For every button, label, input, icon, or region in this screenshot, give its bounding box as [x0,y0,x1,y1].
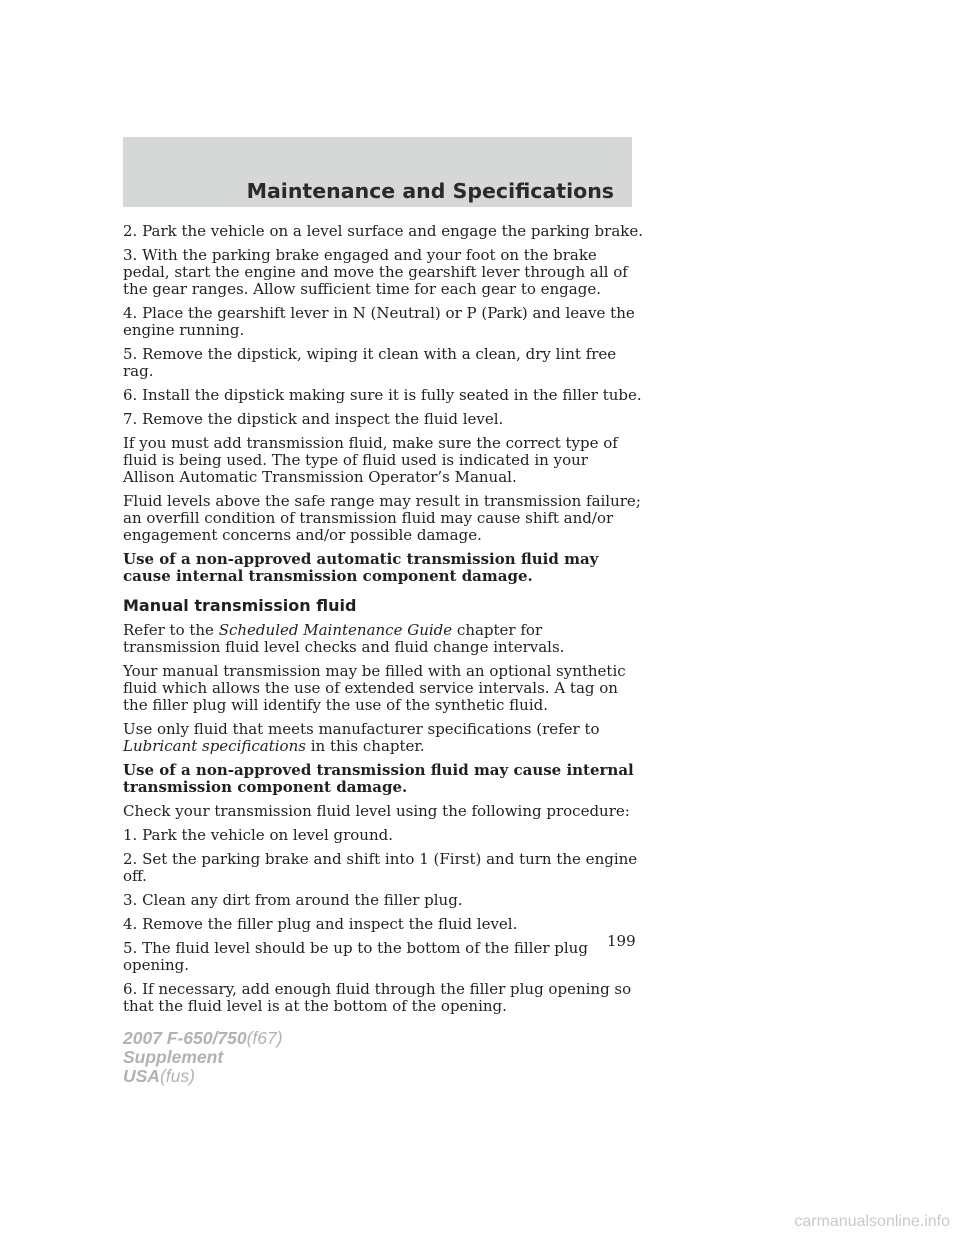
warning-paragraph: Use of a non-approved automatic transmission fluid may cause internal transmission component damage. [123,550,599,585]
model-name: 2007 F-650/750 [123,1028,247,1048]
text-span: in this chapter. [310,737,425,755]
body-paragraph: Check your transmission fluid level using the following procedure: [123,802,630,820]
market-name: USA [123,1066,160,1086]
step-paragraph: 2. Set the parking brake and shift into 1 (First) and turn the engine off. [123,850,638,885]
section-heading: Manual transmission fluid [123,596,357,615]
step-paragraph: 5. The fluid level should be up to the bottom of the filler plug opening. [123,939,588,974]
page-body [123,223,643,1022]
body-paragraph [123,622,643,656]
body-paragraph [123,721,643,755]
model-code: (f67) [246,1028,283,1048]
step-paragraph: 3. Clean any dirt from around the filler plug. [123,891,463,909]
step-paragraph: 4. Place the gearshift lever in N (Neutral) or P (Park) and leave the engine running. [123,304,635,339]
body-paragraph: If you must add transmission fluid, make sure the correct type of fluid is being used. The type of fluid used is indicated in your Allison Automatic Transmission Operator’s Manual. [123,434,618,486]
footer-line: Supplement [123,1047,224,1067]
footer-line [123,1029,283,1048]
footer-line [123,1067,283,1086]
text-span: Use only fluid that meets manufacturer specifications (refer to [123,720,600,738]
step-paragraph: 1. Park the vehicle on level ground. [123,826,393,844]
body-paragraph: Fluid levels above the safe range may result in transmission failure; an overfill condition of transmission fluid may cause shift and/or engagement concerns and/or possible damage. [123,492,641,544]
warning-paragraph: Use of a non-approved transmission fluid may cause internal transmission component damage. [123,761,634,796]
text-span: chapter for transmission fluid level checks and fluid change intervals. [123,621,565,656]
market-code: (fus) [159,1066,195,1086]
section-title: Maintenance and Specifications [246,179,614,203]
step-paragraph: 4. Remove the filler plug and inspect the fluid level. [123,915,518,933]
page-number: 199 [607,932,636,950]
body-paragraph: Your manual transmission may be filled with an optional synthetic fluid which allows the use of extended service intervals. A tag on the filler plug will identify the use of the synthetic fluid. [123,662,626,714]
step-paragraph: 6. Install the dipstick making sure it is fully seated in the filler tube. [123,386,642,404]
step-paragraph: 3. With the parking brake engaged and your foot on the brake pedal, start the engine and move the gearshift lever through all of the gear ranges. Allow sufficient time for each gear to engage. [123,246,628,298]
header-band [123,137,632,207]
document-footer [123,1029,283,1086]
watermark: carmanualsonline.info [794,1213,950,1230]
step-paragraph: 7. Remove the dipstick and inspect the fluid level. [123,410,504,428]
step-paragraph: 5. Remove the dipstick, wiping it clean with a clean, dry lint free rag. [123,345,617,380]
step-paragraph: 2. Park the vehicle on a level surface and engage the parking brake. [123,222,644,240]
text-span: Refer to the [123,621,214,639]
step-paragraph: 6. If necessary, add enough fluid through the filler plug opening so that the fluid level is at the bottom of the opening. [123,980,632,1015]
section-reference: Lubricant specifications [123,737,306,755]
chapter-reference: Scheduled Maintenance Guide [218,621,453,639]
